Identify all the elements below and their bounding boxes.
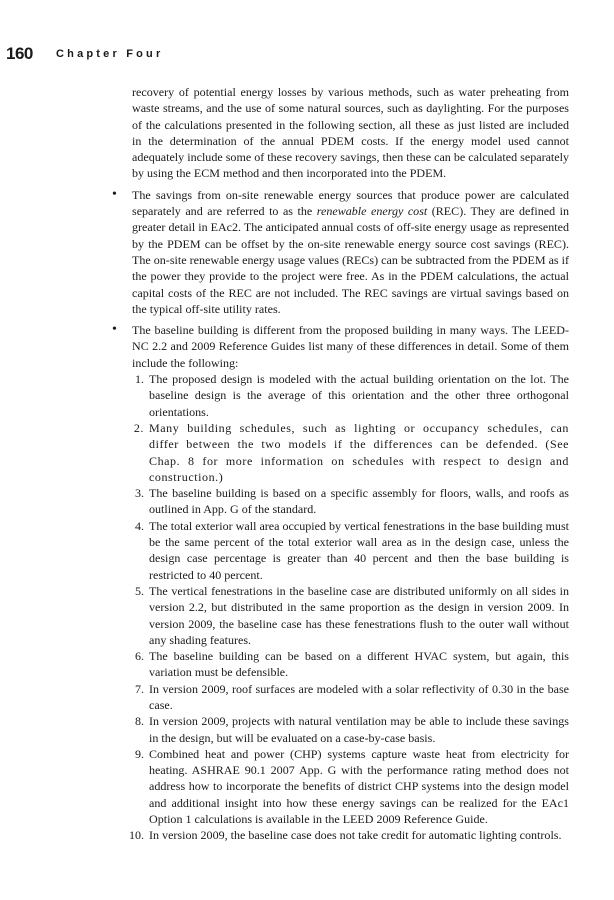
item-text: The baseline building is based on a specific assembly for floors, walls, and roofs as outlined in App. G of the standard.: [149, 486, 569, 517]
item-number: 9.: [134, 746, 144, 761]
bullet-icon: •: [112, 186, 117, 202]
item-number: 3.: [134, 486, 144, 501]
italic-term: renewable energy cost: [316, 204, 428, 219]
bullet-item-baseline: [112, 322, 569, 844]
item-text: The baseline building can be based on a different HVAC system, but again, this variation must be defensible.: [149, 649, 569, 680]
list-item: [132, 648, 569, 681]
numbered-list: [128, 371, 569, 844]
bullet-icon: •: [112, 322, 117, 338]
list-item: [132, 583, 569, 648]
item-number: 7.: [134, 681, 144, 696]
list-item: [132, 681, 569, 714]
bullet-item-renewable: [112, 186, 570, 317]
item-text: The vertical fenestrations in the baseline case are distributed uniformly on all sides in version 2.2, but distributed in the same proportion as the design in version 2009. In version 2009, the baseline case has these fenestrations flush to the outer wall without any shading features.: [149, 583, 569, 647]
item-number: 8.: [134, 714, 144, 729]
item-text: The total exterior wall area occupied by vertical fenestrations in the base building must be the same percent of the total exterior wall area as in the design case, unless the design case percentage is greater than 40 percent and then the base building is restricted to 40 percent.: [149, 518, 569, 582]
bullet-text-after: (REC). They are defined in greater detail in EAc2. The anticipated annual costs of off-site energy usage as represented by the PDEM can be offset by the on-site renewable energy source cost savings (REC). The on-site renewable energy usage values (RECs) can be subtracted from the PDEM as if the power they provide to the project were free. As in the PDEM calculations, the actual capital costs of the REC are not included. The REC savings are virtual savings based on the typical off-site utility rates.: [132, 204, 570, 316]
item-number: 6.: [134, 649, 144, 664]
list-item: [132, 746, 569, 827]
item-text: Many building schedules, such as lighting or occupancy schedules, can differ between the two models if the differences can be defended. (See Chap. 8 for more information on schedules with respect to design and construction.): [149, 420, 569, 484]
item-number: 1.: [134, 372, 144, 387]
list-item: [132, 518, 569, 583]
item-text: The proposed design is modeled with the actual building orientation on the lot. The baseline design is the average of this orientation and the other three orthogonal orientations.: [149, 372, 569, 419]
bullet-text: The baseline building is different from the proposed building in many ways. The LEED-NC 2.2 and 2009 Reference Guides list many of these differences in detail. Some of them include the following:: [132, 323, 569, 370]
item-number: 4.: [134, 518, 144, 533]
intro-paragraph: recovery of potential energy losses by various methods, such as water preheating from waste streams, and the use of some natural sources, such as daylighting. For the purposes of the calculations presented in the following section, all these as just listed are included in the determination of the annual PDEM costs. If the energy model used cannot adequately include some of these recovery savings, then these can be calculated separately by using the ECM method and then incorporated into the PDEM.: [132, 85, 569, 181]
item-number: 5.: [134, 583, 144, 598]
body-text: [112, 84, 570, 849]
item-text: Combined heat and power (CHP) systems capture waste heat from electricity for heating. ASHRAE 90.1 2007 App. G with the performance rating method does not address how to incorporate the benefits of district CHP systems into the design model and additional insight into how these energy savings can be realized for the EAc1 Option 1 calculations is available in the LEED 2009 Reference Guide.: [149, 746, 569, 827]
chapter-title: Chapter Four: [56, 48, 164, 60]
item-text: In version 2009, roof surfaces are modeled with a solar reflectivity of 0.30 in the base case.: [149, 681, 569, 712]
list-item: [132, 371, 569, 420]
list-item: [132, 420, 569, 485]
item-number: 2.: [133, 420, 144, 435]
item-text: In version 2009, projects with natural ventilation may be able to include these savings in the design, but will be evaluated on a case-by-case basis.: [149, 714, 569, 745]
list-item: [128, 827, 569, 843]
item-number: 10.: [128, 828, 144, 843]
list-item: [132, 485, 569, 518]
bullet-list: [112, 186, 570, 844]
item-text: In version 2009, the baseline case does not take credit for automatic lighting controls.: [149, 828, 562, 843]
page-number: 160: [6, 44, 33, 63]
list-item: [132, 713, 569, 746]
bullet-text-before: The savings from on-site renewable energy sources that produce power are calculated separately and are referred to as the: [132, 187, 569, 219]
